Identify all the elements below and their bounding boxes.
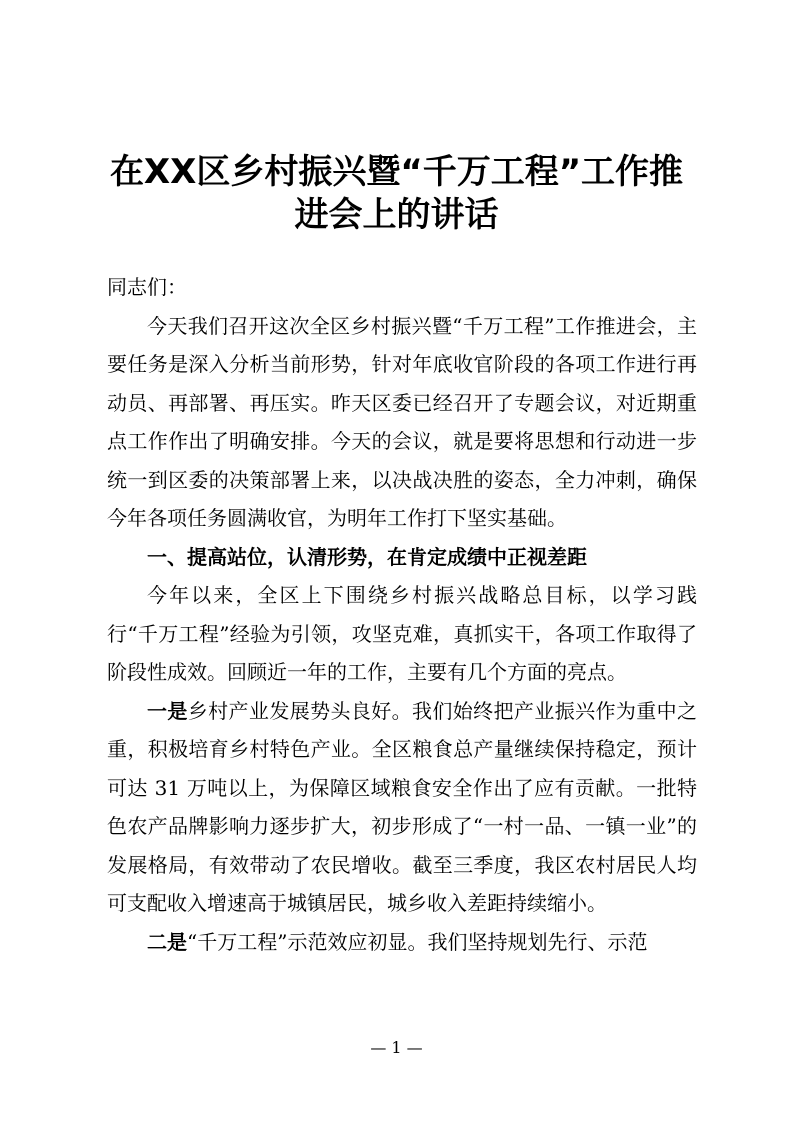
paragraph-overview: 今年以来，全区上下围绕乡村振兴战略总目标，以学习践行“千万工程”经验为引领，攻坚克难，真抓实干，各项工作取得了阶段性成效。回顾近一年的工作，主要有几个方面的亮点。	[107, 583, 697, 684]
section-heading-1: 一、提高站位，认清形势，在肯定成绩中正视差距	[147, 544, 587, 569]
paragraph-point-2	[107, 923, 697, 962]
document-body	[107, 268, 697, 961]
point-2-text: “千万工程”示范效应初显。我们坚持规划先行、示范	[187, 929, 648, 954]
document-title-line-1: 在XX区乡村振兴暨“千万工程”工作推	[109, 152, 684, 192]
document-title-line-2: 进会上的讲话	[294, 195, 499, 235]
salutation: 同志们：	[107, 275, 187, 299]
paragraph-point-1	[107, 692, 697, 923]
page-number: — 1 —	[370, 1038, 423, 1057]
paragraph-intro: 今天我们召开这次全区乡村振兴暨“千万工程”工作推进会，主要任务是深入分析当前形势，针对年底收官阶段的各项工作进行再动员、再部署、再压实。昨天区委已经召开了专题会议，对近期重点工作作出了明确安排。今天的会议，就是要将思想和行动进一步统一到区委的决策部署上来，以决战决胜的姿态，全力冲刺，确保今年各项任务圆满收官，为明年工作打下坚实基础。	[107, 313, 697, 530]
point-1-text: 乡村产业发展势头良好。我们始终把产业振兴作为重中之重，积极培育乡村特色产业。全区粮食总产量继续保持稳定，预计可达 31 万吨以上，为保障区域粮食安全作出了应有贡献。一批特色农产品牌影响力逐步扩大，初步形成了“一村一品、一镇一业”的发展格局，有效带动了农民增收。截至三季度，我区农村居民人均可支配收入增速高于城镇居民，城乡收入差距持续缩小。	[107, 698, 698, 915]
point-1-lead: 一是	[147, 698, 188, 723]
point-2-lead: 二是	[147, 929, 187, 954]
